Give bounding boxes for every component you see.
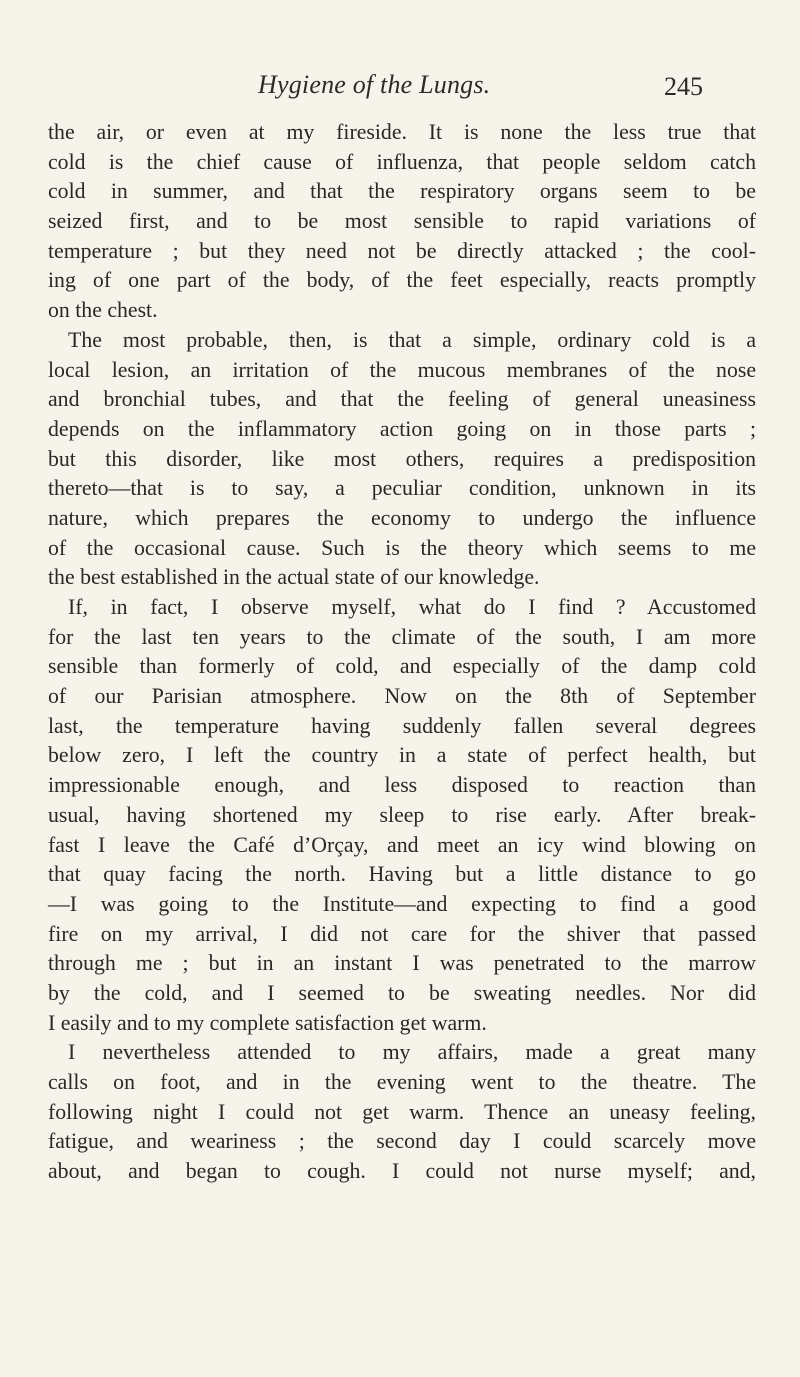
text-line: the air, or even at my fireside. It is none the less true that bbox=[48, 120, 756, 144]
text-line: but this disorder, like most others, requires a predisposition bbox=[48, 446, 756, 471]
body-text bbox=[48, 118, 756, 1187]
text-line: seized first, and to be most sensible to rapid variations of bbox=[48, 209, 756, 234]
text-line: cold is the chief cause of influenza, that people seldom catch bbox=[48, 149, 756, 174]
text-line: last, the temperature having suddenly fallen several degrees bbox=[48, 713, 756, 738]
text-line: usual, having shortened my sleep to rise early. After break- bbox=[48, 802, 756, 827]
text-line: I easily and to my complete satisfaction get warm. bbox=[48, 1010, 487, 1035]
text-line: on the chest. bbox=[48, 298, 158, 323]
text-line: I nevertheless attended to my affairs, made a great many bbox=[68, 1040, 756, 1065]
text-line: about, and began to cough. I could not nurse myself; and, bbox=[48, 1159, 756, 1184]
text-line: cold in summer, and that the respiratory organs seem to be bbox=[48, 179, 756, 204]
text-line: following night I could not get warm. Thence an uneasy feeling, bbox=[48, 1099, 756, 1124]
text-line: The most probable, then, is that a simple, ordinary cold is a bbox=[68, 327, 756, 352]
text-line: impressionable enough, and less disposed to reaction than bbox=[48, 773, 756, 798]
text-line: thereto—that is to say, a peculiar condition, unknown in its bbox=[48, 476, 756, 501]
text-line: calls on foot, and in the evening went to the theatre. The bbox=[48, 1070, 756, 1094]
text-line: depends on the inflammatory action going on in those parts ; bbox=[48, 416, 756, 441]
text-line: —I was going to the Institute—and expecting to find a good bbox=[48, 891, 756, 916]
text-line: of the occasional cause. Such is the theory which seems to me bbox=[48, 535, 756, 560]
text-line: fast I leave the Café d’Orçay, and meet an icy wind blowing on bbox=[48, 832, 756, 857]
text-line: ing of one part of the body, of the feet especially, reacts promptly bbox=[48, 268, 756, 293]
text-line: and bronchial tubes, and that the feeling of general uneasiness bbox=[48, 387, 756, 412]
text-line: of our Parisian atmosphere. Now on the 8th of September bbox=[48, 684, 756, 709]
text-line: temperature ; but they need not be directly attacked ; the cool- bbox=[48, 238, 756, 263]
text-line: fatigue, and weariness ; the second day I could scarcely move bbox=[48, 1129, 756, 1154]
text-line: nature, which prepares the economy to undergo the influence bbox=[48, 505, 756, 530]
text-line: sensible than formerly of cold, and especially of the damp cold bbox=[48, 654, 756, 679]
text-line: fire on my arrival, I did not care for the shiver that passed bbox=[48, 921, 756, 946]
text-line: for the last ten years to the climate of the south, I am more bbox=[48, 624, 756, 649]
text-line: the best established in the actual state of our knowledge. bbox=[48, 565, 540, 590]
text-line: local lesion, an irritation of the mucous membranes of the nose bbox=[48, 357, 756, 382]
text-line: by the cold, and I seemed to be sweating needles. Nor did bbox=[48, 980, 756, 1005]
text-line: below zero, I left the country in a state of perfect health, but bbox=[48, 743, 756, 768]
text-line: that quay facing the north. Having but a little distance to go bbox=[48, 862, 756, 887]
text-line: If, in fact, I observe myself, what do I find ? Accustomed bbox=[68, 595, 756, 619]
text-line: through me ; but in an instant I was penetrated to the marrow bbox=[48, 951, 756, 976]
page-number: 245 bbox=[664, 72, 703, 101]
running-title: Hygiene of the Lungs. bbox=[258, 70, 491, 99]
